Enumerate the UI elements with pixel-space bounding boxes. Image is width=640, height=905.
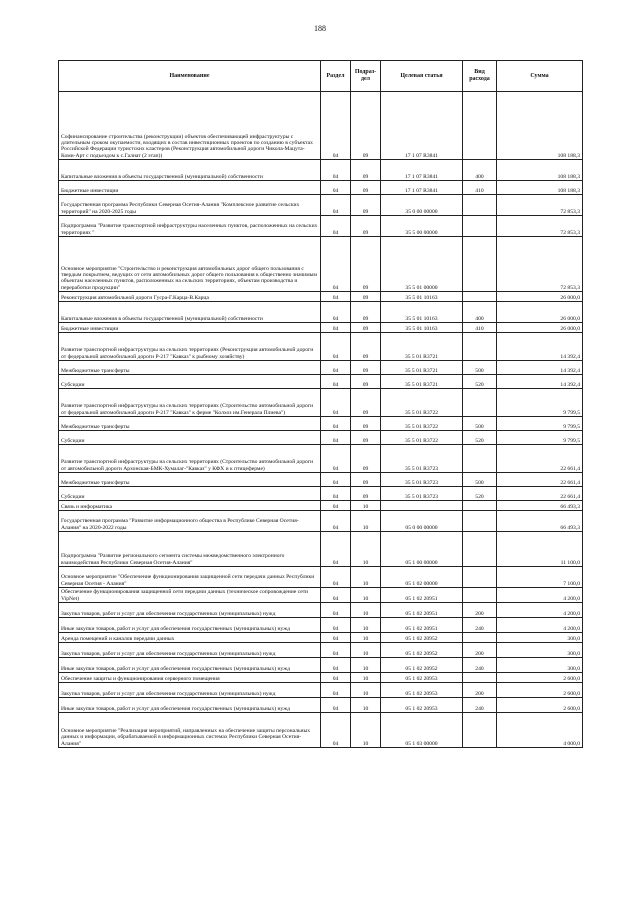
cell-expense-type [463,633,497,643]
cell-subsection: 09 [351,195,381,216]
cell-section: 04 [321,195,351,216]
cell-expense-type: 500 [463,417,497,431]
cell-target: 05 1 00 00000 [381,532,463,567]
cell-subsection: 09 [351,302,381,323]
cell-name: Реконструкция автомобильной дороги Гусра-Г.Карца-В.Карца [59,292,321,302]
table-row [59,633,583,643]
table-row [59,567,583,588]
cell-expense-type [463,511,497,532]
cell-target: 05 1 02 20953 [381,673,463,683]
cell-section: 04 [321,618,351,633]
table-row [59,618,583,633]
header-section: Раздел [321,61,351,92]
budget-table [58,60,583,748]
table-row [59,713,583,748]
cell-subsection: 10 [351,567,381,588]
cell-section: 04 [321,431,351,445]
cell-sum: 108 188,3 [497,181,583,195]
cell-expense-type: 410 [463,323,497,333]
cell-subsection: 09 [351,431,381,445]
cell-name: Развитие транспортной инфраструктуры на сельских территориях (Строительство автомобильной дороги от федеральной автомобильной дороги Р-217 "Кавказ" к ферме "Колхоз им.Генерала Плиева") [59,389,321,417]
cell-expense-type: 410 [463,181,497,195]
cell-target: 35 5 01 R3723 [381,487,463,501]
cell-name: Иные закупки товаров, работ и услуг для обеспечения государственных (муниципальных) нужд [59,618,321,633]
cell-expense-type [463,237,497,292]
cell-sum: 9 799,5 [497,389,583,417]
cell-target: 35 5 01 10163 [381,302,463,323]
cell-expense-type [463,588,497,603]
cell-section: 04 [321,302,351,323]
cell-sum: 26 000,0 [497,302,583,323]
cell-sum: 2 600,0 [497,673,583,683]
cell-subsection: 10 [351,698,381,713]
cell-name: Бюджетные инвестиции [59,323,321,333]
cell-expense-type [463,216,497,237]
header-name: Наименование [59,61,321,92]
cell-target: 35 5 01 R3722 [381,431,463,445]
cell-section: 04 [321,292,351,302]
table-row [59,417,583,431]
cell-section: 04 [321,532,351,567]
cell-expense-type [463,713,497,748]
cell-name: Подпрограмма "Развитие регионального сегмента системы межведомственного электронного взаимодействия Республики Северная Осетия-Алания" [59,532,321,567]
cell-name: Иные закупки товаров, работ и услуг для обеспечения государственных (муниципальных) нужд [59,658,321,673]
cell-target: 05 1 02 20952 [381,658,463,673]
cell-subsection: 09 [351,487,381,501]
cell-expense-type [463,501,497,511]
cell-section: 04 [321,643,351,658]
cell-sum: 66 493,3 [497,511,583,532]
table-header-row [59,61,583,92]
cell-expense-type: 200 [463,683,497,698]
cell-sum: 66 493,3 [497,501,583,511]
cell-expense-type [463,445,497,473]
cell-target: 35 5 01 R3721 [381,375,463,389]
cell-target: 17 1 07 R3841 [381,160,463,181]
cell-section: 04 [321,473,351,487]
cell-target: 35 5 01 R3723 [381,445,463,473]
cell-subsection: 09 [351,237,381,292]
cell-section: 04 [321,713,351,748]
cell-section: 04 [321,603,351,618]
cell-name: Субсидии [59,431,321,445]
cell-name: Субсидии [59,375,321,389]
cell-name: Капитальные вложения в объекты государственной (муниципальной) собственности [59,302,321,323]
table-row [59,643,583,658]
cell-subsection: 10 [351,658,381,673]
cell-sum: 14 392,4 [497,333,583,361]
table-row [59,473,583,487]
cell-sum: 2 600,0 [497,698,583,713]
cell-name: Иные закупки товаров, работ и услуг для обеспечения государственных (муниципальных) нужд [59,698,321,713]
cell-name: Закупка товаров, работ и услуг для обеспечения государственных (муниципальных) нужд [59,683,321,698]
cell-sum: 4 000,0 [497,713,583,748]
cell-sum: 300,0 [497,643,583,658]
cell-target: 17 1 07 R3841 [381,181,463,195]
cell-target: 05 1 03 00000 [381,713,463,748]
cell-expense-type: 500 [463,361,497,375]
cell-subsection: 10 [351,673,381,683]
table-row [59,673,583,683]
cell-target: 05 1 02 20951 [381,618,463,633]
cell-section: 04 [321,487,351,501]
cell-subsection: 10 [351,713,381,748]
cell-section: 04 [321,698,351,713]
cell-expense-type: 520 [463,431,497,445]
table-row [59,603,583,618]
cell-target: 35 5 01 R3721 [381,333,463,361]
cell-section: 04 [321,160,351,181]
cell-sum: 11 100,0 [497,532,583,567]
cell-expense-type: 400 [463,160,497,181]
header-expense-type: Вид расхода [463,61,497,92]
cell-expense-type: 240 [463,698,497,713]
cell-target: 05 1 02 20953 [381,683,463,698]
cell-target: 35 5 00 00000 [381,216,463,237]
cell-name: Развитие транспортной инфраструктуры на сельских территориях (Реконструкция автомобильной дороги от федеральной автомобильной дороги Р-217 "Кавказ" к рыбному хозяйству) [59,333,321,361]
cell-sum: 72 853,3 [497,216,583,237]
cell-sum: 9 799,5 [497,431,583,445]
cell-section: 04 [321,375,351,389]
page-number: 188 [314,24,326,33]
cell-name: Бюджетные инвестиции [59,181,321,195]
header-sum: Сумма [497,61,583,92]
cell-expense-type [463,292,497,302]
cell-target: 35 0 00 00000 [381,195,463,216]
cell-target: 35 5 01 R3722 [381,389,463,417]
cell-expense-type [463,333,497,361]
table-row [59,532,583,567]
cell-name: Связь и информатика [59,501,321,511]
cell-sum: 14 392,4 [497,375,583,389]
cell-subsection: 09 [351,389,381,417]
table-row [59,658,583,673]
cell-subsection: 09 [351,445,381,473]
cell-sum: 4 200,0 [497,588,583,603]
cell-target: 05 1 02 20952 [381,633,463,643]
table-row [59,683,583,698]
cell-sum: 4 200,0 [497,618,583,633]
cell-name: Основное мероприятие "Строительство и реконструкция автомобильных дорог общего пользования с твердым покрытием, ведущих от сети автомобильных дорог общего пользования к общественно значимым объектам населенных пунктов, расположенных на сельских территориях, объектам производства и переработки продукции" [59,237,321,292]
cell-section: 04 [321,658,351,673]
cell-expense-type: 520 [463,375,497,389]
table-row [59,389,583,417]
cell-sum: 22 661,4 [497,445,583,473]
table-row [59,431,583,445]
table-row [59,501,583,511]
cell-subsection: 09 [351,181,381,195]
cell-expense-type [463,195,497,216]
cell-sum: 26 000,0 [497,323,583,333]
cell-section: 04 [321,511,351,532]
table-row [59,160,583,181]
cell-subsection: 09 [351,92,381,160]
table-row [59,181,583,195]
cell-sum: 14 392,4 [497,361,583,375]
cell-expense-type [463,673,497,683]
cell-target: 05 1 02 20951 [381,603,463,618]
cell-name: Обеспечение защиты и функционирования серверного помещения [59,673,321,683]
cell-name: Субсидии [59,487,321,501]
cell-sum: 300,0 [497,633,583,643]
cell-section: 04 [321,181,351,195]
table-row [59,323,583,333]
cell-section: 04 [321,361,351,375]
cell-name: Развитие транспортной инфраструктуры на сельских территориях (Строительство автомобильной дороги от автомобильной дороги Архонская-БМК-Хумалаг-"Кавказ" у КФХ и к птицеферме) [59,445,321,473]
cell-subsection: 10 [351,501,381,511]
cell-sum: 22 661,4 [497,473,583,487]
cell-subsection: 09 [351,417,381,431]
table-row [59,216,583,237]
cell-name: Основное мероприятие "Обеспечение функционирования защищенной сети передачи данных Республики Северная Осетия - Алания" [59,567,321,588]
cell-name: Обеспечение функционирования защищенной сети передачи данных (техническое сопровождение сети VipNet) [59,588,321,603]
cell-name: Межбюджетные трансферты [59,473,321,487]
cell-section: 04 [321,92,351,160]
cell-expense-type: 240 [463,618,497,633]
cell-name: Капитальные вложения в объекты государственной (муниципальной) собственности [59,160,321,181]
cell-target: 35 5 01 R3723 [381,473,463,487]
cell-expense-type: 500 [463,473,497,487]
cell-sum: 9 799,5 [497,417,583,431]
cell-target: 05 0 00 00000 [381,511,463,532]
table-row [59,511,583,532]
cell-expense-type: 200 [463,603,497,618]
cell-subsection: 09 [351,292,381,302]
cell-section: 04 [321,333,351,361]
header-target: Целевая статья [381,61,463,92]
cell-subsection: 10 [351,588,381,603]
cell-subsection: 09 [351,375,381,389]
cell-expense-type: 400 [463,302,497,323]
table-row [59,92,583,160]
table-row [59,445,583,473]
cell-subsection: 09 [351,473,381,487]
cell-subsection: 10 [351,618,381,633]
cell-target: 17 1 07 R3841 [381,92,463,160]
table-row [59,333,583,361]
cell-subsection: 10 [351,532,381,567]
cell-sum: 2 600,0 [497,683,583,698]
cell-target: 35 5 01 00000 [381,237,463,292]
cell-subsection: 10 [351,683,381,698]
cell-sum: 108 188,3 [497,92,583,160]
cell-target: 05 1 02 20953 [381,698,463,713]
table-body [59,92,583,748]
cell-section: 04 [321,567,351,588]
cell-subsection: 10 [351,633,381,643]
cell-subsection: 09 [351,160,381,181]
cell-expense-type: 200 [463,643,497,658]
cell-sum: 300,0 [497,658,583,673]
cell-target: 05 1 02 20952 [381,643,463,658]
cell-target [381,501,463,511]
cell-section: 04 [321,237,351,292]
table-row [59,375,583,389]
cell-subsection: 09 [351,323,381,333]
cell-name: Закупка товаров, работ и услуг для обеспечения государственных (муниципальных) нужд [59,643,321,658]
cell-name: Межбюджетные трансферты [59,417,321,431]
cell-target: 35 5 01 R3721 [381,361,463,375]
cell-target: 05 1 02 20951 [381,588,463,603]
cell-name: Закупка товаров, работ и услуг для обеспечения государственных (муниципальных) нужд [59,603,321,618]
cell-subsection: 09 [351,361,381,375]
cell-target: 05 1 02 00000 [381,567,463,588]
cell-sum: 26 000,0 [497,292,583,302]
header-subsection: Подраз-дел [351,61,381,92]
cell-subsection: 10 [351,643,381,658]
cell-section: 04 [321,417,351,431]
cell-subsection: 10 [351,511,381,532]
cell-subsection: 09 [351,216,381,237]
cell-sum: 7 100,0 [497,567,583,588]
cell-subsection: 10 [351,603,381,618]
cell-name: Аренда помещений и каналов передачи данных [59,633,321,643]
table-row [59,361,583,375]
cell-name: Государственная программа Республики Северная Осетия-Алания "Комплексное развитие сельских территорий" на 2020-2025 годы [59,195,321,216]
cell-target: 35 5 01 10163 [381,292,463,302]
cell-name: Подпрограмма "Развитие транспортной инфраструктуры населенных пунктов, расположенных на сельских территориях " [59,216,321,237]
table-row [59,195,583,216]
cell-sum: 4 200,0 [497,603,583,618]
cell-section: 04 [321,389,351,417]
cell-expense-type: 520 [463,487,497,501]
cell-section: 04 [321,323,351,333]
cell-section: 04 [321,683,351,698]
cell-section: 04 [321,445,351,473]
table-row [59,698,583,713]
cell-sum: 108 188,3 [497,160,583,181]
cell-subsection: 09 [351,333,381,361]
cell-name: Софинансирование строительства (реконструкции) объектов обеспечивающей инфраструктуры с длительным сроком окупаемости, входящих в состав инвестиционных проектов по созданию в субъектах Российской Федерации туристских кластеров (Реконструкция автомобильной дороги Чикола-Мацута-Коми-Арт с подъездом к с.Галиат (2 этап)) [59,92,321,160]
table-row [59,588,583,603]
cell-section: 04 [321,633,351,643]
table-row [59,302,583,323]
cell-name: Государственная программа "Развитие информационного общества в Республике Северная Осетия-Алания" на 2020-2022 годы [59,511,321,532]
cell-section: 04 [321,673,351,683]
cell-sum: 72 853,3 [497,237,583,292]
cell-expense-type [463,532,497,567]
table-row [59,237,583,292]
cell-target: 35 5 01 R3722 [381,417,463,431]
cell-sum: 22 661,4 [497,487,583,501]
cell-target: 35 5 01 10163 [381,323,463,333]
cell-expense-type [463,92,497,160]
cell-section: 04 [321,501,351,511]
cell-expense-type [463,567,497,588]
cell-expense-type: 240 [463,658,497,673]
cell-expense-type [463,389,497,417]
table-row [59,292,583,302]
table-row [59,487,583,501]
cell-section: 04 [321,216,351,237]
cell-name: Основное мероприятие "Реализация мероприятий, направленных на обеспечение защиты персональных данных и информации, обрабатываемой в информационных системах Республики Северная Осетия-Алания" [59,713,321,748]
cell-section: 04 [321,588,351,603]
cell-name: Межбюджетные трансферты [59,361,321,375]
cell-sum: 72 853,3 [497,195,583,216]
